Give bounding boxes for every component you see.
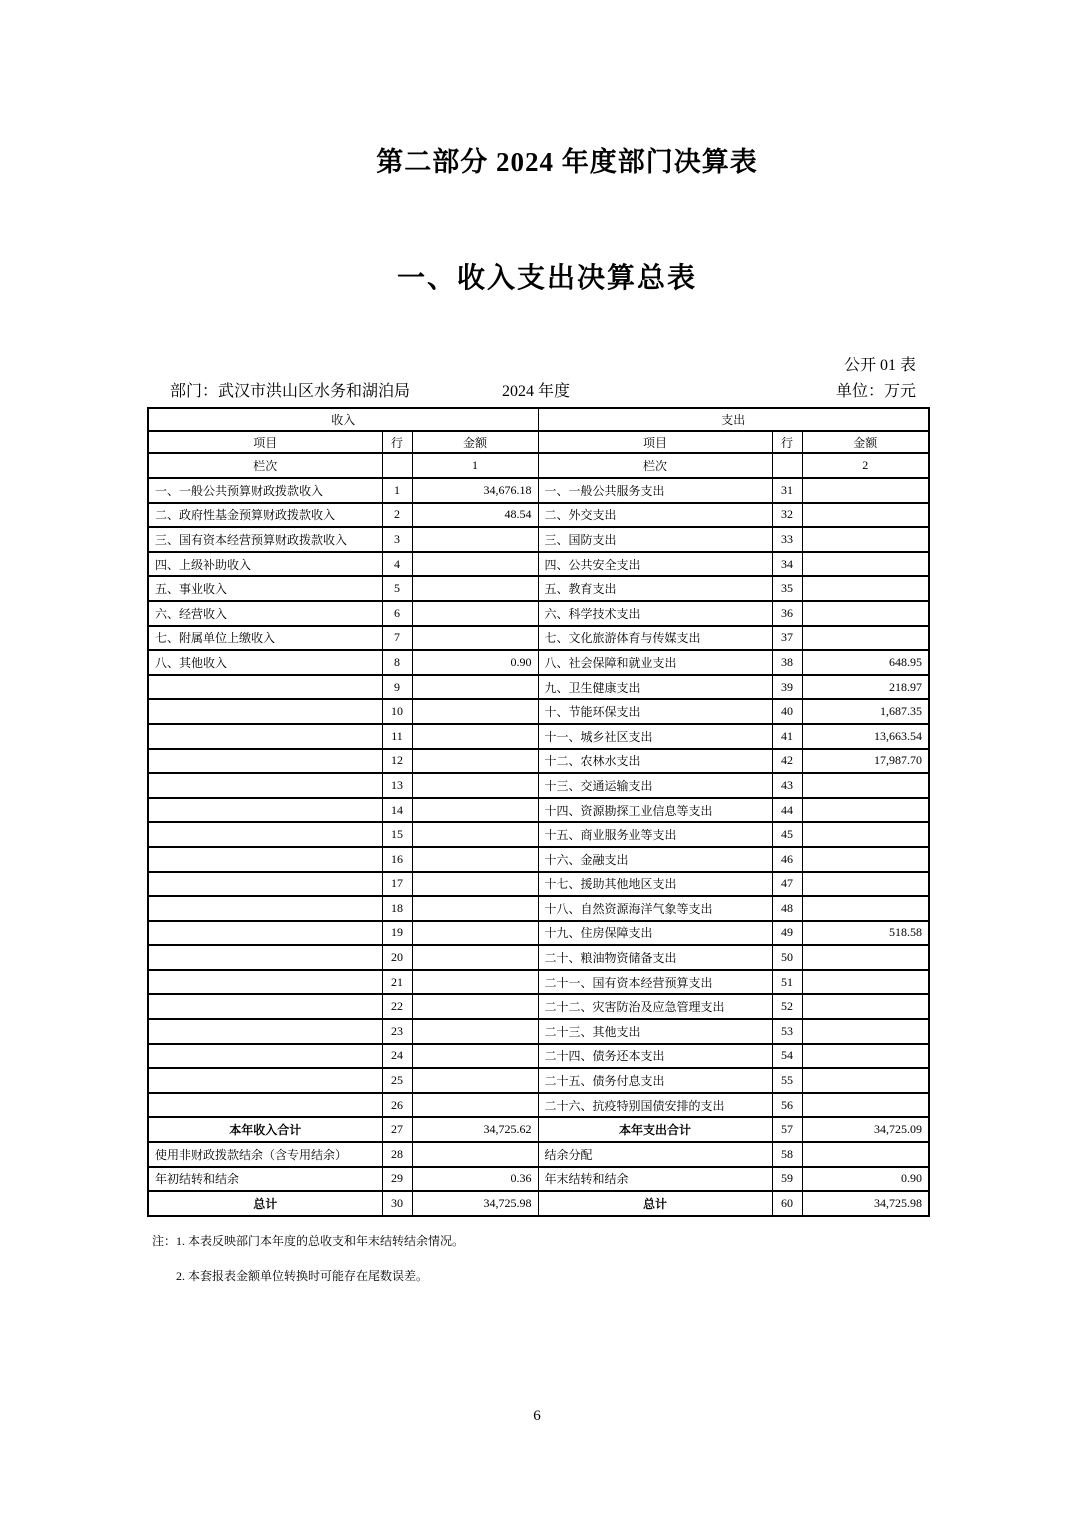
expense-line-cell: 34 <box>772 552 802 577</box>
income-item-cell <box>148 970 382 995</box>
income-item-cell: 五、事业收入 <box>148 576 382 601</box>
income-item-cell <box>148 699 382 724</box>
income-amount-cell <box>412 1044 538 1069</box>
expense-line-cell: 39 <box>772 675 802 700</box>
part-title: 第二部分 2024 年度部门决算表 <box>376 147 758 177</box>
income-line-cell: 4 <box>382 552 412 577</box>
income-line-cell: 26 <box>382 1093 412 1118</box>
income-amount-cell <box>412 699 538 724</box>
expense-line-cell: 48 <box>772 896 802 921</box>
income-item-cell <box>148 1068 382 1093</box>
table-row <box>148 527 929 552</box>
table-row <box>148 896 929 921</box>
income-amount-cell: 0.90 <box>412 650 538 675</box>
expense-amount-cell: 1,687.35 <box>802 699 929 724</box>
expense-amount-cell <box>802 847 929 872</box>
expense-line-cell: 38 <box>772 650 802 675</box>
income-line-cell: 2 <box>382 503 412 528</box>
table-row <box>148 1019 929 1044</box>
table-row <box>148 921 929 946</box>
expense-item-cell: 五、教育支出 <box>538 576 772 601</box>
expense-amount-cell <box>802 945 929 970</box>
expenditure-section-header: 支出 <box>538 408 929 431</box>
income-line-header: 行 <box>382 431 412 453</box>
page-number: 6 <box>533 1408 541 1424</box>
expense-item-cell: 二十四、债务还本支出 <box>538 1044 772 1069</box>
section-header-row <box>148 408 929 431</box>
income-line-cell: 3 <box>382 527 412 552</box>
table-row <box>148 724 929 749</box>
income-amount-cell <box>412 994 538 1019</box>
income-line-cell: 27 <box>382 1117 412 1142</box>
expense-line-cell: 41 <box>772 724 802 749</box>
income-item-cell: 八、其他收入 <box>148 650 382 675</box>
income-line-cell: 12 <box>382 749 412 774</box>
expense-amount-cell <box>802 994 929 1019</box>
column-index-row <box>148 453 929 478</box>
expense-amount-cell <box>802 896 929 921</box>
expense-line-cell: 55 <box>772 1068 802 1093</box>
expense-item-header: 项目 <box>538 431 772 453</box>
income-line-cell: 24 <box>382 1044 412 1069</box>
expense-amount-cell <box>802 626 929 651</box>
income-line-cell: 8 <box>382 650 412 675</box>
expense-item-cell: 八、社会保障和就业支出 <box>538 650 772 675</box>
table-row <box>148 1142 929 1167</box>
expense-amount-cell <box>802 822 929 847</box>
expense-amount-cell <box>802 552 929 577</box>
income-line-cell: 29 <box>382 1167 412 1192</box>
table-row <box>148 503 929 528</box>
income-amount-cell <box>412 872 538 897</box>
income-item-cell <box>148 945 382 970</box>
expense-item-cell: 十五、商业服务业等支出 <box>538 822 772 847</box>
income-amount-cell <box>412 749 538 774</box>
income-line-cell: 14 <box>382 798 412 823</box>
expense-item-cell: 二十、粮油物资储备支出 <box>538 945 772 970</box>
expense-item-cell: 三、国防支出 <box>538 527 772 552</box>
expense-amount-cell <box>802 1019 929 1044</box>
expense-amount-cell: 34,725.09 <box>802 1117 929 1142</box>
table-row <box>148 970 929 995</box>
table-row <box>148 1167 929 1192</box>
income-item-cell: 六、经营收入 <box>148 601 382 626</box>
income-section-header: 收入 <box>148 408 538 431</box>
income-item-cell <box>148 749 382 774</box>
table-row <box>148 576 929 601</box>
expense-amount-cell <box>802 798 929 823</box>
expense-line-cell: 51 <box>772 970 802 995</box>
expense-item-cell: 十三、交通运输支出 <box>538 773 772 798</box>
expense-item-cell: 二十五、债务付息支出 <box>538 1068 772 1093</box>
table-row <box>148 626 929 651</box>
income-item-cell <box>148 675 382 700</box>
income-line-cell: 30 <box>382 1191 412 1216</box>
table-row <box>148 1068 929 1093</box>
income-amount-cell <box>412 773 538 798</box>
income-amount-cell <box>412 552 538 577</box>
income-item-cell <box>148 822 382 847</box>
expense-item-cell: 二十三、其他支出 <box>538 1019 772 1044</box>
table-row <box>148 1191 929 1216</box>
expense-amount-cell <box>802 478 929 503</box>
income-line-cell: 20 <box>382 945 412 970</box>
expense-item-cell: 六、科学技术支出 <box>538 601 772 626</box>
expense-item-cell: 总计 <box>538 1191 772 1216</box>
income-amount-cell: 48.54 <box>412 503 538 528</box>
expense-lanci-blank-cell <box>772 453 802 478</box>
expense-amount-cell <box>802 1093 929 1118</box>
income-line-cell: 11 <box>382 724 412 749</box>
income-line-cell: 22 <box>382 994 412 1019</box>
income-amount-cell: 0.36 <box>412 1167 538 1192</box>
expense-item-cell: 本年支出合计 <box>538 1117 772 1142</box>
note-line-2: 2. 本套报表金额单位转换时可能存在尾数误差。 <box>176 1269 429 1283</box>
income-line-cell: 7 <box>382 626 412 651</box>
expense-amount-cell <box>802 1068 929 1093</box>
expense-item-cell: 二十一、国有资本经营预算支出 <box>538 970 772 995</box>
income-line-cell: 16 <box>382 847 412 872</box>
income-item-cell <box>148 1093 382 1118</box>
income-item-cell: 本年收入合计 <box>148 1117 382 1142</box>
expense-line-cell: 57 <box>772 1117 802 1142</box>
expense-amount-cell: 13,663.54 <box>802 724 929 749</box>
expense-item-cell: 十六、金融支出 <box>538 847 772 872</box>
column-header-row <box>148 431 929 453</box>
expense-line-cell: 36 <box>772 601 802 626</box>
income-lanci-blank-cell <box>382 453 412 478</box>
expense-line-cell: 44 <box>772 798 802 823</box>
expense-item-cell: 十八、自然资源海洋气象等支出 <box>538 896 772 921</box>
income-lanci-label: 栏次 <box>148 453 382 478</box>
expense-line-header: 行 <box>772 431 802 453</box>
expense-amount-cell <box>802 503 929 528</box>
expense-amount-cell <box>802 1142 929 1167</box>
expense-item-cell: 二、外交支出 <box>538 503 772 528</box>
expense-line-cell: 43 <box>772 773 802 798</box>
income-line-cell: 15 <box>382 822 412 847</box>
income-amount-cell <box>412 970 538 995</box>
income-item-cell <box>148 994 382 1019</box>
income-amount-cell: 34,676.18 <box>412 478 538 503</box>
expense-line-cell: 54 <box>772 1044 802 1069</box>
income-line-cell: 28 <box>382 1142 412 1167</box>
income-line-cell: 21 <box>382 970 412 995</box>
table-row <box>148 675 929 700</box>
income-amount-cell <box>412 945 538 970</box>
expense-amount-cell <box>802 576 929 601</box>
table-row <box>148 1093 929 1118</box>
income-item-cell: 二、政府性基金预算财政拨款收入 <box>148 503 382 528</box>
income-item-cell: 总计 <box>148 1191 382 1216</box>
expense-line-cell: 60 <box>772 1191 802 1216</box>
income-item-cell: 使用非财政拨款结余（含专用结余） <box>148 1142 382 1167</box>
expense-amount-cell <box>802 773 929 798</box>
table-row <box>148 601 929 626</box>
income-amount-cell <box>412 847 538 872</box>
income-line-cell: 13 <box>382 773 412 798</box>
expense-line-cell: 47 <box>772 872 802 897</box>
expense-line-cell: 37 <box>772 626 802 651</box>
unit-label: 单位：万元 <box>835 383 916 400</box>
expense-line-cell: 40 <box>772 699 802 724</box>
income-line-cell: 18 <box>382 896 412 921</box>
expense-item-cell: 十二、农林水支出 <box>538 749 772 774</box>
income-amount-cell <box>412 1068 538 1093</box>
expense-line-cell: 53 <box>772 1019 802 1044</box>
expense-column-number: 2 <box>802 453 929 478</box>
expense-line-cell: 33 <box>772 527 802 552</box>
expense-amount-cell <box>802 872 929 897</box>
expense-line-cell: 35 <box>772 576 802 601</box>
expense-amount-cell <box>802 527 929 552</box>
income-line-cell: 5 <box>382 576 412 601</box>
income-item-cell: 七、附属单位上缴收入 <box>148 626 382 651</box>
expense-amount-cell: 518.58 <box>802 921 929 946</box>
expense-lanci-label: 栏次 <box>538 453 772 478</box>
income-line-cell: 19 <box>382 921 412 946</box>
income-amount-header: 金额 <box>412 431 538 453</box>
income-amount-cell <box>412 1093 538 1118</box>
expense-item-cell: 九、卫生健康支出 <box>538 675 772 700</box>
table-title: 一、收入支出决算总表 <box>396 263 697 294</box>
expense-line-cell: 58 <box>772 1142 802 1167</box>
income-line-cell: 25 <box>382 1068 412 1093</box>
table-row <box>148 798 929 823</box>
income-item-header: 项目 <box>148 431 382 453</box>
table-code-label: 公开 01 表 <box>843 357 916 374</box>
income-amount-cell <box>412 626 538 651</box>
income-amount-cell <box>412 527 538 552</box>
note-line-1: 注：1. 本表反映部门本年度的总收支和年末结转结余情况。 <box>152 1234 465 1248</box>
income-item-cell <box>148 921 382 946</box>
income-amount-cell <box>412 1142 538 1167</box>
expense-line-cell: 46 <box>772 847 802 872</box>
department-label: 部门：武汉市洪山区水务和湖泊局 <box>170 383 411 400</box>
expense-line-cell: 32 <box>772 503 802 528</box>
income-line-cell: 10 <box>382 699 412 724</box>
income-amount-cell <box>412 724 538 749</box>
income-item-cell: 四、上级补助收入 <box>148 552 382 577</box>
income-line-cell: 23 <box>382 1019 412 1044</box>
income-amount-cell <box>412 675 538 700</box>
income-item-cell: 三、国有资本经营预算财政拨款收入 <box>148 527 382 552</box>
table-row <box>148 650 929 675</box>
expense-item-cell: 七、文化旅游体育与传媒支出 <box>538 626 772 651</box>
income-item-cell <box>148 1044 382 1069</box>
expense-item-cell: 四、公共安全支出 <box>538 552 772 577</box>
income-amount-cell <box>412 896 538 921</box>
expense-amount-cell <box>802 601 929 626</box>
expense-amount-cell: 17,987.70 <box>802 749 929 774</box>
expense-amount-cell: 0.90 <box>802 1167 929 1192</box>
expense-line-cell: 59 <box>772 1167 802 1192</box>
income-amount-cell <box>412 822 538 847</box>
income-item-cell: 年初结转和结余 <box>148 1167 382 1192</box>
expense-item-cell: 二十六、抗疫特别国债安排的支出 <box>538 1093 772 1118</box>
income-item-cell <box>148 872 382 897</box>
expense-amount-header: 金额 <box>802 431 929 453</box>
expense-item-cell: 结余分配 <box>538 1142 772 1167</box>
table-row <box>148 872 929 897</box>
income-amount-cell <box>412 601 538 626</box>
expense-line-cell: 42 <box>772 749 802 774</box>
expense-item-cell: 十四、资源勘探工业信息等支出 <box>538 798 772 823</box>
table-row <box>148 1117 929 1142</box>
expense-amount-cell: 34,725.98 <box>802 1191 929 1216</box>
table-row <box>148 822 929 847</box>
table-row <box>148 773 929 798</box>
expense-line-cell: 52 <box>772 994 802 1019</box>
expense-line-cell: 45 <box>772 822 802 847</box>
expense-amount-cell: 218.97 <box>802 675 929 700</box>
expense-line-cell: 56 <box>772 1093 802 1118</box>
expense-item-cell: 十七、援助其他地区支出 <box>538 872 772 897</box>
expense-line-cell: 31 <box>772 478 802 503</box>
income-item-cell: 一、一般公共预算财政拨款收入 <box>148 478 382 503</box>
income-item-cell <box>148 847 382 872</box>
income-amount-cell <box>412 921 538 946</box>
income-line-cell: 17 <box>382 872 412 897</box>
income-item-cell <box>148 896 382 921</box>
income-amount-cell: 34,725.62 <box>412 1117 538 1142</box>
income-item-cell <box>148 773 382 798</box>
expense-amount-cell <box>802 1044 929 1069</box>
income-amount-cell <box>412 798 538 823</box>
income-amount-cell <box>412 576 538 601</box>
table-row <box>148 994 929 1019</box>
income-amount-cell <box>412 1019 538 1044</box>
table-row <box>148 699 929 724</box>
income-item-cell <box>148 1019 382 1044</box>
table-row <box>148 847 929 872</box>
income-column-number: 1 <box>412 453 538 478</box>
income-line-cell: 9 <box>382 675 412 700</box>
income-item-cell <box>148 724 382 749</box>
expense-line-cell: 50 <box>772 945 802 970</box>
expense-item-cell: 十九、住房保障支出 <box>538 921 772 946</box>
expense-item-cell: 一、一般公共服务支出 <box>538 478 772 503</box>
table-meta-line <box>148 378 928 400</box>
expense-item-cell: 年末结转和结余 <box>538 1167 772 1192</box>
fiscal-year-label: 2024 年度 <box>502 383 571 400</box>
income-item-cell <box>148 798 382 823</box>
table-row <box>148 749 929 774</box>
income-line-cell: 6 <box>382 601 412 626</box>
table-body <box>148 478 929 1216</box>
table-row <box>148 552 929 577</box>
income-amount-cell: 34,725.98 <box>412 1191 538 1216</box>
income-expenditure-summary-table <box>147 407 930 1217</box>
expense-item-cell: 十、节能环保支出 <box>538 699 772 724</box>
expense-line-cell: 49 <box>772 921 802 946</box>
expense-amount-cell <box>802 970 929 995</box>
expense-item-cell: 二十二、灾害防治及应急管理支出 <box>538 994 772 1019</box>
table-notes <box>152 1232 464 1284</box>
table-row <box>148 945 929 970</box>
expense-amount-cell: 648.95 <box>802 650 929 675</box>
table-row <box>148 478 929 503</box>
table-row <box>148 1044 929 1069</box>
income-line-cell: 1 <box>382 478 412 503</box>
expense-item-cell: 十一、城乡社区支出 <box>538 724 772 749</box>
